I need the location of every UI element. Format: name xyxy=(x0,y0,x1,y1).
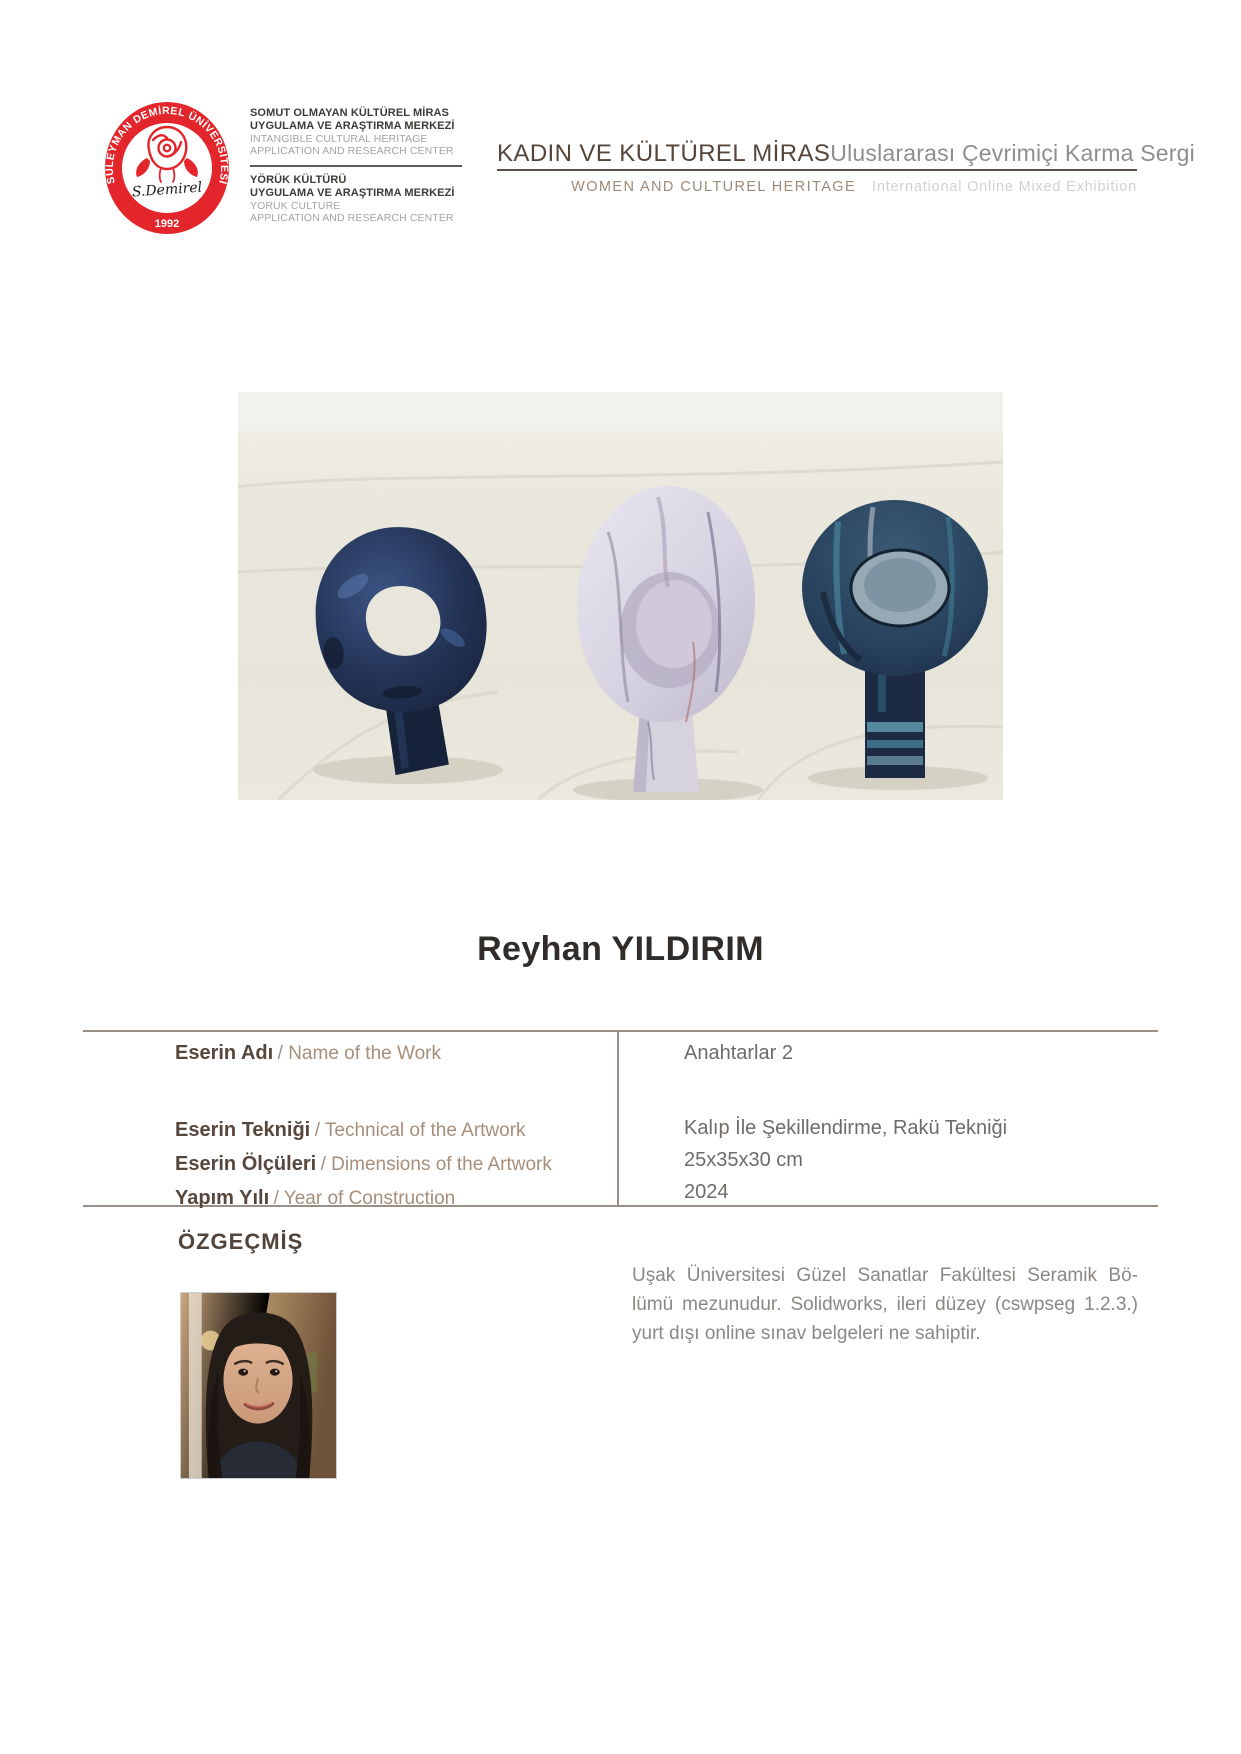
value-dimensions: 25x35x30 cm xyxy=(684,1149,803,1171)
affiliation1-line1: SOMUT OLMAYAN KÜLTÜREL MİRAS xyxy=(250,107,449,119)
affiliation-block xyxy=(250,107,480,225)
artist-portrait-image xyxy=(181,1293,336,1478)
biography-heading: ÖZGEÇMİŞ xyxy=(178,1229,304,1254)
exhibition-subtitle-tr: Uluslararası Çevrimiçi Karma Sergi xyxy=(830,140,1195,166)
biography-line: Uşak Üniversitesi Güzel Sanatlar Fakültesi Seramik Bö- xyxy=(632,1265,1138,1286)
label-en-dimensions: / Dimensions of the Artwork xyxy=(320,1154,552,1175)
exhibition-title-tr: KADIN VE KÜLTÜREL MİRAS xyxy=(497,140,831,167)
exhibition-title-underline xyxy=(497,169,1137,171)
table-label-name xyxy=(175,1040,552,1068)
exhibition-subtitle-en: International Online Mixed Exhibition xyxy=(872,179,1137,195)
artwork-photo-image xyxy=(238,392,1003,800)
value-artwork-name: Anahtarlar 2 xyxy=(684,1042,793,1064)
value-year: 2024 xyxy=(684,1181,729,1203)
university-logo-icon xyxy=(101,98,233,238)
exhibition-title-row xyxy=(497,140,1195,168)
exhibition-title-row-en xyxy=(497,179,1137,195)
biography-text xyxy=(632,1261,1138,1348)
label-tr-year: Yapım Yılı xyxy=(175,1187,270,1209)
label-tr-name: Eserin Adı xyxy=(175,1042,274,1064)
artist-name: Reyhan YILDIRIM xyxy=(477,930,764,968)
cloth-highlight xyxy=(238,392,1003,432)
logo-signature: S.Demirel xyxy=(131,179,203,201)
value-technique: Kalıp İle Şekillendirme, Rakü Tekniği xyxy=(684,1117,1008,1139)
affiliation1-line4: APPLICATION AND RESEARCH CENTER xyxy=(250,145,454,157)
affiliation2-line4: APPLICATION AND RESEARCH CENTER xyxy=(250,212,454,225)
affiliation1-line2: UYGULAMA VE ARAŞTIRMA MERKEZİ xyxy=(250,119,455,132)
biography-line: lümü mezunudur. Solidworks, ileri düzey (cswpseg 1.2.3.) xyxy=(632,1294,1138,1315)
portrait-background-strip xyxy=(189,1293,202,1478)
logo-year: 1992 xyxy=(154,218,180,230)
university-logo xyxy=(101,98,233,238)
table-labels-column xyxy=(175,1040,552,1216)
table-label-year xyxy=(175,1182,552,1216)
affiliation2-line1: YÖRÜK KÜLTÜRÜ xyxy=(250,174,347,187)
affiliation2-line2: UYGULAMA VE ARAŞTIRMA MERKEZİ xyxy=(250,187,455,200)
label-en-year: / Year of Construction xyxy=(273,1188,456,1209)
affiliation-divider xyxy=(250,165,462,167)
label-tr-technique: Eserin Tekniği xyxy=(175,1119,311,1141)
artist-portrait-photo xyxy=(180,1292,337,1479)
logo-university-name: SÜLEYMAN DEMİREL ÜNİVERSİTESİ xyxy=(103,104,231,186)
table-rule-top xyxy=(83,1030,1158,1032)
table-rule-vertical xyxy=(617,1030,619,1207)
biography-line: yurt dışı online sınav belgeleri ne sahiptir. xyxy=(632,1323,981,1344)
artwork-photo xyxy=(238,392,1003,800)
label-en-technique: / Technical of the Artwork xyxy=(314,1120,526,1141)
label-en-name: / Name of the Work xyxy=(277,1043,441,1064)
exhibition-title-en: WOMEN AND CULTUREL HERITAGE xyxy=(571,179,857,195)
affiliation1-line3: INTANGIBLE CULTURAL HERITAGE xyxy=(250,132,428,145)
label-tr-dimensions: Eserin Ölçüleri xyxy=(175,1153,317,1175)
table-label-technique xyxy=(175,1114,552,1148)
table-label-dimensions xyxy=(175,1148,552,1182)
affiliation2-line3: YORUK CULTURE xyxy=(250,200,341,212)
table-values-column xyxy=(684,1040,1007,1208)
